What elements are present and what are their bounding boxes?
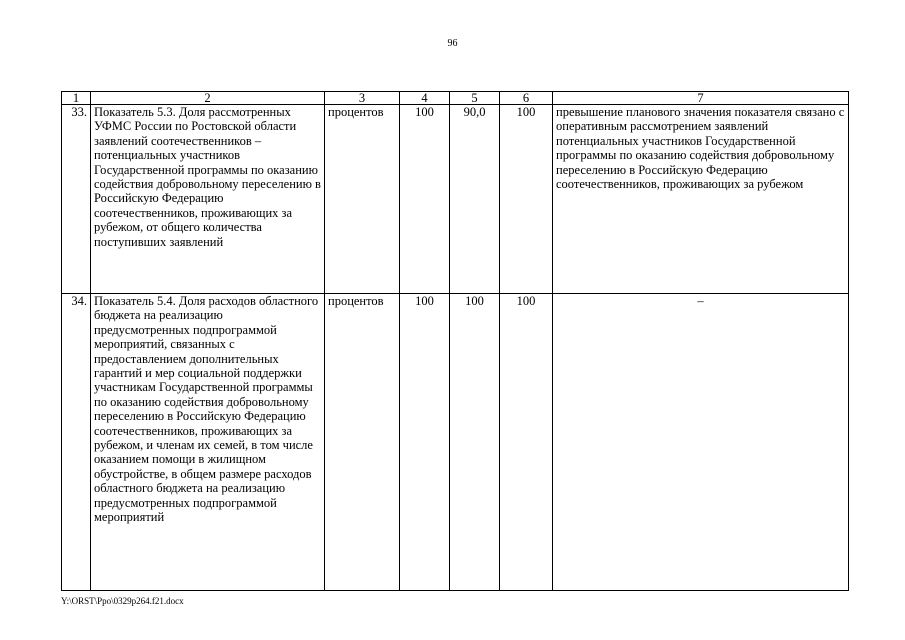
unit-cell: процентов <box>325 294 400 591</box>
report-table <box>61 91 849 591</box>
value-cell-col4: 100 <box>400 105 450 294</box>
note-cell: – <box>553 294 849 591</box>
page-number: 96 <box>447 38 458 49</box>
header-cell: 6 <box>500 92 553 105</box>
file-path-footer: Y:\ORST\Ppo\0329p264.f21.docx <box>61 596 184 606</box>
header-cell: 2 <box>91 92 325 105</box>
value-cell-col5: 100 <box>450 294 500 591</box>
indicator-name: Показатель 5.3. Доля рассмотренных УФМС России по Ростовской области заявлений соотечественников – потенциальных участников Государственной программы по оказанию содействия добровольному переселению в Российскую Федерацию соотечественников, проживающих за рубежом, от общего количества поступивших заявлений <box>91 105 325 294</box>
header-cell: 4 <box>400 92 450 105</box>
indicator-name: Показатель 5.4. Доля расходов областного бюджета на реализацию предусмотренных подпрограммой мероприятий, связанных с предоставлением дополнительных гарантий и мер социальной поддержки участникам Государственной программы по оказанию содействия добровольному переселению в Российскую Федерацию соотечественников, проживающих за рубежом, и членам их семей, в том числе оказанием помощи в жилищном обустройстве, в общем размере расходов областного бюджета на реализацию предусмотренных подпрограммой мероприятий <box>91 294 325 591</box>
header-cell: 3 <box>325 92 400 105</box>
value-cell-col6: 100 <box>500 105 553 294</box>
row-number: 34. <box>62 294 91 591</box>
header-cell: 7 <box>553 92 849 105</box>
table-header-row <box>62 92 849 105</box>
value-cell-col4: 100 <box>400 294 450 591</box>
table-row <box>62 105 849 294</box>
note-cell: превышение планового значения показателя связано с оперативным рассмотрением заявлений потенциальных участников Государственной программы по оказанию содействия добровольному переселению в Российскую Федерацию соотечественников, проживающих за рубежом <box>553 105 849 294</box>
header-cell: 5 <box>450 92 500 105</box>
unit-cell: процентов <box>325 105 400 294</box>
row-number: 33. <box>62 105 91 294</box>
value-cell-col5: 90,0 <box>450 105 500 294</box>
header-cell: 1 <box>62 92 91 105</box>
table-row <box>62 294 849 591</box>
value-cell-col6: 100 <box>500 294 553 591</box>
